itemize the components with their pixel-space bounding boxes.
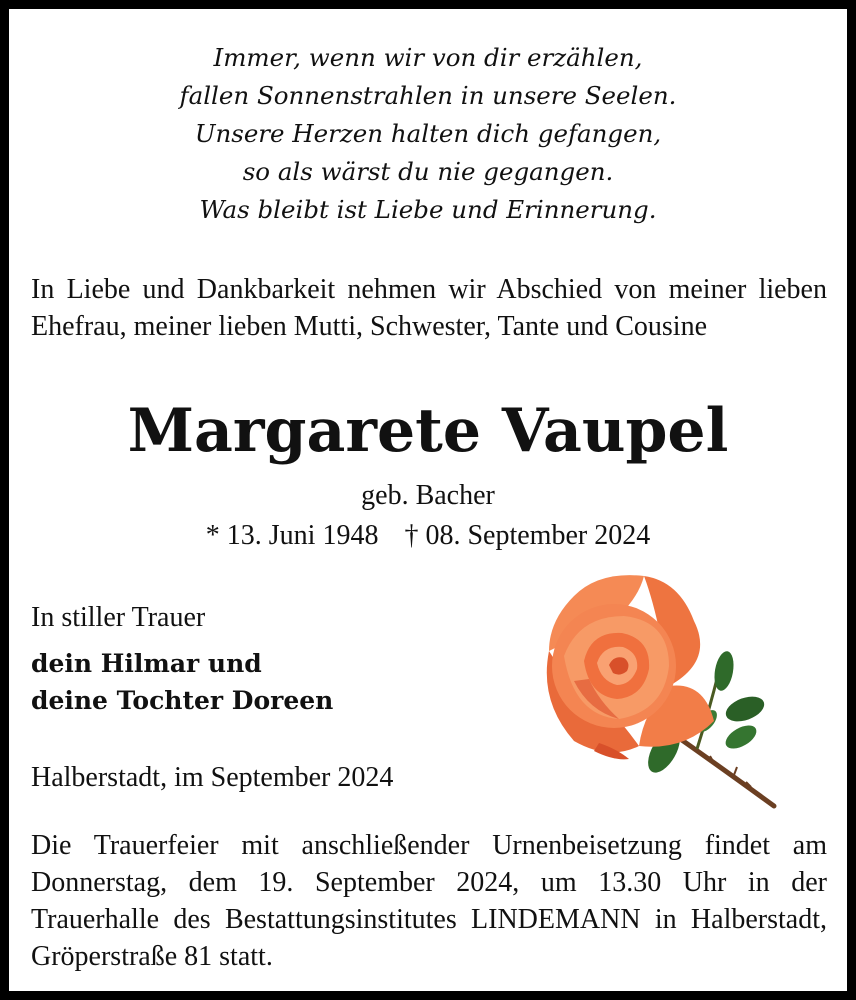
funeral-notice: Die Trauerfeier mit anschließender Urnenbeisetzung findet am Donnerstag, dem 19. September 2024, um 13.30 Uhr in der Trauerhalle des Bestattungsinstitutes LINDEMANN in Halberstadt, Gröperstraße 81 statt.	[31, 830, 827, 972]
birth-name: geb. Bacher	[361, 480, 495, 511]
poem	[9, 39, 847, 229]
poem-line: Was bleibt ist Liebe und Erinnerung.	[199, 195, 657, 224]
rose-flower-icon	[519, 561, 779, 821]
death-date: † 08. September 2024	[404, 520, 651, 551]
mourning-phrase: In stiller Trauer	[31, 602, 206, 633]
mourners	[31, 645, 333, 719]
life-dates	[9, 519, 847, 553]
poem-line: fallen Sonnenstrahlen in unsere Seelen.	[179, 81, 677, 110]
poem-line: so als wärst du nie gegangen.	[242, 157, 614, 186]
intro-text: In Liebe und Dankbarkeit nehmen wir Abschied von meiner lieben Ehefrau, meiner lieben Mutti, Schwester, Tante und Cousine	[31, 274, 827, 342]
deceased-name: Margarete Vaupel	[127, 396, 729, 466]
place-date: Halberstadt, im September 2024	[31, 762, 394, 793]
mourner-line: deine Tochter Doreen	[31, 686, 334, 715]
mourner-line: dein Hilmar und	[31, 649, 262, 678]
poem-line: Unsere Herzen halten dich gefangen,	[194, 119, 662, 148]
birth-date: * 13. Juni 1948	[205, 520, 379, 551]
poem-line: Immer, wenn wir von dir erzählen,	[213, 43, 643, 72]
